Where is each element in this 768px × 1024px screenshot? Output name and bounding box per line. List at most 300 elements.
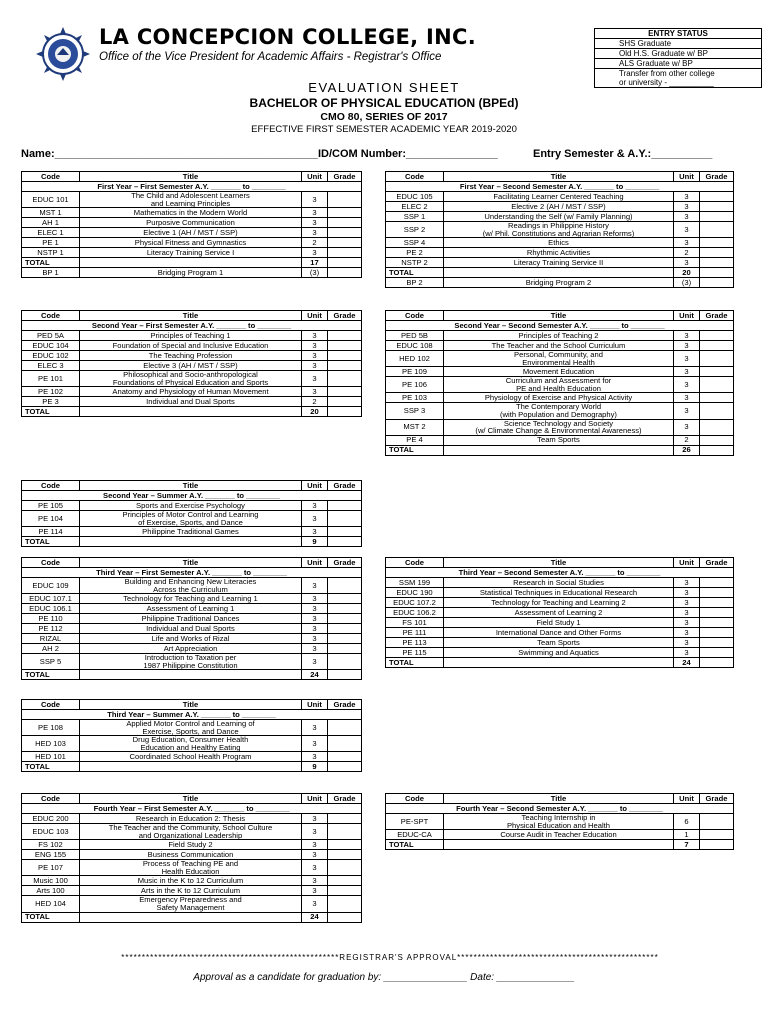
grade-cell[interactable] bbox=[700, 419, 734, 435]
grade-cell[interactable] bbox=[328, 860, 362, 876]
semester-heading-row bbox=[386, 804, 734, 814]
course-code: MST 2 bbox=[386, 419, 444, 435]
grade-cell[interactable] bbox=[328, 537, 362, 547]
grade-cell[interactable] bbox=[700, 578, 734, 588]
course-title: Process of Teaching PE and Health Education bbox=[80, 860, 302, 876]
course-units: (3) bbox=[302, 268, 328, 278]
entry-semester-field[interactable]: Entry Semester & A.Y.:__________ bbox=[533, 148, 713, 160]
course-row bbox=[22, 501, 362, 511]
course-units: 3 bbox=[674, 648, 700, 658]
course-units: 3 bbox=[302, 736, 328, 752]
course-title: Course Audit in Teacher Education bbox=[444, 830, 674, 840]
course-row bbox=[386, 638, 734, 648]
grade-cell[interactable] bbox=[328, 824, 362, 840]
column-header-code: Code bbox=[386, 558, 444, 568]
grade-cell[interactable] bbox=[328, 720, 362, 736]
course-row bbox=[22, 736, 362, 752]
course-units: 3 bbox=[302, 331, 328, 341]
course-units: 3 bbox=[674, 598, 700, 608]
grade-cell[interactable] bbox=[328, 594, 362, 604]
grade-cell[interactable] bbox=[700, 403, 734, 419]
course-row bbox=[386, 331, 734, 341]
course-units: 3 bbox=[302, 351, 328, 361]
total-row bbox=[386, 658, 734, 668]
course-units: 7 bbox=[674, 840, 700, 850]
course-row bbox=[22, 397, 362, 407]
column-header-title: Title bbox=[80, 794, 302, 804]
grade-cell[interactable] bbox=[700, 258, 734, 268]
column-header-unit: Unit bbox=[302, 700, 328, 710]
entry-option[interactable]: ALS Graduate w/ BP bbox=[595, 59, 761, 69]
course-code: HED 104 bbox=[22, 896, 80, 912]
column-header-unit: Unit bbox=[674, 794, 700, 804]
column-header-row bbox=[386, 558, 734, 568]
semester-table bbox=[21, 699, 362, 772]
course-row bbox=[22, 850, 362, 860]
course-title: Technology for Teaching and Learning 1 bbox=[80, 594, 302, 604]
course-title: Curriculum and Assessment for PE and Health Education bbox=[444, 377, 674, 393]
course-units: 3 bbox=[302, 594, 328, 604]
grade-cell[interactable] bbox=[328, 578, 362, 594]
column-header-unit: Unit bbox=[674, 558, 700, 568]
course-row bbox=[386, 341, 734, 351]
course-code: EDUC 107.2 bbox=[386, 598, 444, 608]
grade-cell[interactable] bbox=[328, 762, 362, 772]
course-title: Bridging Program 2 bbox=[444, 278, 674, 288]
course-title bbox=[444, 840, 674, 850]
course-units: 3 bbox=[302, 860, 328, 876]
course-code: PE-SPT bbox=[386, 814, 444, 830]
grade-cell[interactable] bbox=[700, 618, 734, 628]
grade-cell[interactable] bbox=[700, 367, 734, 377]
grade-cell[interactable] bbox=[700, 341, 734, 351]
column-header-row bbox=[22, 794, 362, 804]
course-units: 3 bbox=[302, 654, 328, 670]
total-row bbox=[386, 445, 734, 455]
semester-table bbox=[21, 171, 362, 278]
course-units: 3 bbox=[302, 850, 328, 860]
grade-cell[interactable] bbox=[328, 654, 362, 670]
grade-cell[interactable] bbox=[328, 501, 362, 511]
course-code: TOTAL bbox=[22, 670, 80, 680]
course-row bbox=[386, 351, 734, 367]
course-code: PE 106 bbox=[386, 377, 444, 393]
total-row bbox=[22, 912, 362, 922]
course-title: Individual and Dual Sports bbox=[80, 624, 302, 634]
course-title: Literacy Training Service I bbox=[80, 248, 302, 258]
column-header-row bbox=[386, 794, 734, 804]
course-title: Physiology of Exercise and Physical Activity bbox=[444, 393, 674, 403]
column-header-title: Title bbox=[80, 172, 302, 182]
course-row bbox=[22, 341, 362, 351]
course-units: 3 bbox=[302, 578, 328, 594]
course-units: 3 bbox=[302, 218, 328, 228]
course-code: TOTAL bbox=[386, 840, 444, 850]
course-row bbox=[22, 248, 362, 258]
course-code: NSTP 1 bbox=[22, 248, 80, 258]
course-row bbox=[22, 387, 362, 397]
course-code: ENG 155 bbox=[22, 850, 80, 860]
grade-cell[interactable] bbox=[328, 218, 362, 228]
course-code: PE 115 bbox=[386, 648, 444, 658]
total-row bbox=[386, 840, 734, 850]
course-title: Coordinated School Health Program bbox=[80, 752, 302, 762]
course-units: 3 bbox=[302, 371, 328, 387]
grade-cell[interactable] bbox=[328, 876, 362, 886]
course-units: 2 bbox=[302, 397, 328, 407]
column-header-code: Code bbox=[22, 311, 80, 321]
course-code: PE 112 bbox=[22, 624, 80, 634]
column-header-row bbox=[386, 311, 734, 321]
graduation-approval-line[interactable]: Approval as a candidate for graduation by: _______________ Date: ______________ bbox=[193, 972, 575, 983]
course-units: 3 bbox=[302, 192, 328, 208]
semester-table bbox=[385, 171, 734, 288]
course-code: TOTAL bbox=[22, 258, 80, 268]
column-header-grade: Grade bbox=[328, 481, 362, 491]
grade-cell[interactable] bbox=[700, 278, 734, 288]
grade-cell[interactable] bbox=[700, 840, 734, 850]
course-title: The Teaching Profession bbox=[80, 351, 302, 361]
entry-option[interactable]: Transfer from other college bbox=[619, 69, 715, 78]
course-code: EDUC 106.1 bbox=[22, 604, 80, 614]
course-units: 24 bbox=[674, 658, 700, 668]
course-title: Art Appreciation bbox=[80, 644, 302, 654]
entry-status-title: ENTRY STATUS bbox=[595, 29, 761, 39]
course-code: SSP 5 bbox=[22, 654, 80, 670]
semester-heading: Second Year – First Semester A.Y. _______ to ________ bbox=[22, 321, 362, 331]
course-units: 24 bbox=[302, 912, 328, 922]
grade-cell[interactable] bbox=[700, 445, 734, 455]
grade-cell[interactable] bbox=[328, 624, 362, 634]
course-units: 3 bbox=[674, 222, 700, 238]
grade-cell[interactable] bbox=[328, 208, 362, 218]
column-header-row bbox=[22, 311, 362, 321]
course-code: PE 114 bbox=[22, 527, 80, 537]
course-code: PE 108 bbox=[22, 720, 80, 736]
entry-option[interactable]: SHS Graduate bbox=[595, 39, 761, 49]
course-row bbox=[386, 377, 734, 393]
effectivity-line: EFFECTIVE FIRST SEMESTER ACADEMIC YEAR 2019-2020 bbox=[251, 124, 517, 135]
total-row bbox=[22, 670, 362, 680]
id-field[interactable]: ID/COM Number:_______________ bbox=[318, 148, 498, 160]
grade-cell[interactable] bbox=[328, 397, 362, 407]
grade-cell[interactable] bbox=[700, 238, 734, 248]
course-row bbox=[386, 238, 734, 248]
grade-cell[interactable] bbox=[328, 896, 362, 912]
course-title: Principles of Motor Control and Learning of Exercise, Sports, and Dance bbox=[80, 511, 302, 527]
course-units: 3 bbox=[302, 634, 328, 644]
semester-heading: Third Year – Summer A.Y. _______ to ________ bbox=[22, 710, 362, 720]
course-title bbox=[444, 445, 674, 455]
column-header-code: Code bbox=[386, 794, 444, 804]
course-title: Physical Fitness and Gymnastics bbox=[80, 238, 302, 248]
course-title: Introduction to Taxation per 1987 Philippine Constitution bbox=[80, 654, 302, 670]
course-units: 3 bbox=[302, 248, 328, 258]
grade-cell[interactable] bbox=[700, 393, 734, 403]
course-units: 3 bbox=[302, 644, 328, 654]
course-units: 6 bbox=[674, 814, 700, 830]
total-row bbox=[22, 407, 362, 417]
grade-cell[interactable] bbox=[328, 387, 362, 397]
grade-cell[interactable] bbox=[328, 527, 362, 537]
course-row bbox=[386, 830, 734, 840]
course-title: Philippine Traditional Games bbox=[80, 527, 302, 537]
course-row bbox=[22, 752, 362, 762]
column-header-grade: Grade bbox=[328, 700, 362, 710]
course-units: 3 bbox=[674, 331, 700, 341]
course-row bbox=[22, 896, 362, 912]
course-row bbox=[386, 367, 734, 377]
course-title: Elective 1 (AH / MST / SSP) bbox=[80, 228, 302, 238]
course-row bbox=[22, 361, 362, 371]
course-code: HED 101 bbox=[22, 752, 80, 762]
grade-cell[interactable] bbox=[328, 752, 362, 762]
column-header-grade: Grade bbox=[328, 558, 362, 568]
course-title: Assessment of Learning 1 bbox=[80, 604, 302, 614]
semester-heading: First Year – Second Semester A.Y. _______ to ________ bbox=[386, 182, 734, 192]
column-header-title: Title bbox=[444, 172, 674, 182]
course-code: HED 103 bbox=[22, 736, 80, 752]
course-units: 3 bbox=[302, 896, 328, 912]
course-title: Research in Education 2: Thesis bbox=[80, 814, 302, 824]
semester-heading-row bbox=[22, 568, 362, 578]
grade-cell[interactable] bbox=[328, 238, 362, 248]
grade-cell[interactable] bbox=[700, 648, 734, 658]
course-units: 3 bbox=[302, 604, 328, 614]
course-units: 24 bbox=[302, 670, 328, 680]
grade-cell[interactable] bbox=[700, 658, 734, 668]
grade-cell[interactable] bbox=[328, 351, 362, 361]
course-units: 3 bbox=[674, 419, 700, 435]
course-code: PE 113 bbox=[386, 638, 444, 648]
column-header-code: Code bbox=[22, 794, 80, 804]
column-header-unit: Unit bbox=[302, 311, 328, 321]
column-header-grade: Grade bbox=[328, 311, 362, 321]
grade-cell[interactable] bbox=[328, 258, 362, 268]
course-row bbox=[22, 624, 362, 634]
grade-cell[interactable] bbox=[328, 228, 362, 238]
grade-cell[interactable] bbox=[328, 248, 362, 258]
course-units: 20 bbox=[674, 268, 700, 278]
grade-cell[interactable] bbox=[700, 222, 734, 238]
document-title: EVALUATION SHEET bbox=[308, 80, 460, 95]
grade-cell[interactable] bbox=[700, 628, 734, 638]
grade-cell[interactable] bbox=[328, 634, 362, 644]
entry-option[interactable]: or university - __________ bbox=[619, 78, 714, 87]
course-code: PE 111 bbox=[386, 628, 444, 638]
course-title: Understanding the Self (w/ Family Planning) bbox=[444, 212, 674, 222]
grade-cell[interactable] bbox=[328, 912, 362, 922]
course-units: 9 bbox=[302, 762, 328, 772]
grade-cell[interactable] bbox=[700, 248, 734, 258]
column-header-row bbox=[386, 172, 734, 182]
registrar-approval-divider: *****************************************************REGISTRAR'S APPROVAL************************************************* bbox=[121, 953, 659, 962]
course-row bbox=[386, 598, 734, 608]
grade-cell[interactable] bbox=[700, 192, 734, 202]
grade-cell[interactable] bbox=[328, 604, 362, 614]
course-row bbox=[386, 393, 734, 403]
course-row bbox=[22, 824, 362, 840]
grade-cell[interactable] bbox=[700, 588, 734, 598]
semester-heading: Third Year – First Semester A.Y. _______ to ________ bbox=[22, 568, 362, 578]
college-name: LA CONCEPCION COLLEGE, INC. bbox=[99, 25, 477, 49]
course-row bbox=[22, 614, 362, 624]
semester-table bbox=[21, 480, 362, 547]
semester-table bbox=[21, 793, 362, 923]
course-units: 3 bbox=[302, 624, 328, 634]
course-title: Individual and Dual Sports bbox=[80, 397, 302, 407]
course-title: International Dance and Other Forms bbox=[444, 628, 674, 638]
course-title: Building and Enhancing New Literacies Across the Curriculum bbox=[80, 578, 302, 594]
course-title: Ethics bbox=[444, 238, 674, 248]
course-code: SSP 1 bbox=[386, 212, 444, 222]
column-header-title: Title bbox=[80, 311, 302, 321]
course-units: 3 bbox=[674, 403, 700, 419]
column-header-code: Code bbox=[386, 172, 444, 182]
grade-cell[interactable] bbox=[328, 361, 362, 371]
cmo-title: CMO 80, SERIES OF 2017 bbox=[320, 111, 448, 123]
grade-cell[interactable] bbox=[328, 511, 362, 527]
course-units: 3 bbox=[302, 501, 328, 511]
course-title: The Teacher and the School Curriculum bbox=[444, 341, 674, 351]
course-units: 3 bbox=[302, 814, 328, 824]
grade-cell[interactable] bbox=[700, 331, 734, 341]
semester-heading-row bbox=[22, 491, 362, 501]
course-code: Music 100 bbox=[22, 876, 80, 886]
grade-cell[interactable] bbox=[700, 830, 734, 840]
grade-cell[interactable] bbox=[700, 814, 734, 830]
course-code: FS 101 bbox=[386, 618, 444, 628]
course-code: EDUC 103 bbox=[22, 824, 80, 840]
course-units: 3 bbox=[302, 527, 328, 537]
course-code: TOTAL bbox=[386, 268, 444, 278]
column-header-grade: Grade bbox=[328, 794, 362, 804]
grade-cell[interactable] bbox=[328, 341, 362, 351]
course-title: Assessment of Learning 2 bbox=[444, 608, 674, 618]
course-title: The Contemporary World (with Population and Demography) bbox=[444, 403, 674, 419]
course-row bbox=[22, 238, 362, 248]
grade-cell[interactable] bbox=[700, 212, 734, 222]
column-header-title: Title bbox=[80, 481, 302, 491]
grade-cell[interactable] bbox=[328, 614, 362, 624]
column-header-unit: Unit bbox=[302, 558, 328, 568]
course-units: 3 bbox=[674, 608, 700, 618]
grade-cell[interactable] bbox=[700, 638, 734, 648]
course-title bbox=[80, 912, 302, 922]
grade-cell[interactable] bbox=[328, 840, 362, 850]
column-header-grade: Grade bbox=[328, 172, 362, 182]
course-title: The Teacher and the Community, School Culture and Organizational Leadership bbox=[80, 824, 302, 840]
course-units: 3 bbox=[302, 876, 328, 886]
course-title: Readings in Philippine History (w/ Phil. Constitutions and Agrarian Reforms) bbox=[444, 222, 674, 238]
course-row bbox=[386, 248, 734, 258]
course-title: Philosophical and Socio-anthropological Foundations of Physical Education and Sports bbox=[80, 371, 302, 387]
course-code: PE 101 bbox=[22, 371, 80, 387]
course-code: EDUC 109 bbox=[22, 578, 80, 594]
course-row bbox=[386, 278, 734, 288]
course-row bbox=[22, 331, 362, 341]
grade-cell[interactable] bbox=[328, 736, 362, 752]
grade-cell[interactable] bbox=[328, 644, 362, 654]
column-header-grade: Grade bbox=[700, 172, 734, 182]
course-title: Field Study 2 bbox=[80, 840, 302, 850]
college-seal-logo bbox=[33, 24, 93, 84]
course-units: 3 bbox=[674, 351, 700, 367]
course-code: TOTAL bbox=[22, 537, 80, 547]
course-row bbox=[386, 222, 734, 238]
grade-cell[interactable] bbox=[328, 850, 362, 860]
semester-table bbox=[21, 557, 362, 680]
grade-cell[interactable] bbox=[700, 351, 734, 367]
course-title: Elective 3 (AH / MST / SSP) bbox=[80, 361, 302, 371]
course-row bbox=[22, 644, 362, 654]
course-title: Research in Social Studies bbox=[444, 578, 674, 588]
semester-heading-row bbox=[22, 321, 362, 331]
course-title: Foundation of Special and Inclusive Education bbox=[80, 341, 302, 351]
grade-cell[interactable] bbox=[328, 886, 362, 896]
course-row bbox=[22, 720, 362, 736]
grade-cell[interactable] bbox=[700, 608, 734, 618]
column-header-row bbox=[22, 481, 362, 491]
semester-heading-row bbox=[22, 182, 362, 192]
course-units: 3 bbox=[302, 752, 328, 762]
semester-table bbox=[385, 310, 734, 456]
course-code: NSTP 2 bbox=[386, 258, 444, 268]
semester-heading-row bbox=[386, 321, 734, 331]
course-row bbox=[386, 628, 734, 638]
course-row bbox=[386, 578, 734, 588]
course-title: Anatomy and Physiology of Human Movement bbox=[80, 387, 302, 397]
course-units: 3 bbox=[302, 720, 328, 736]
course-code: SSP 4 bbox=[386, 238, 444, 248]
course-units: 17 bbox=[302, 258, 328, 268]
grade-cell[interactable] bbox=[700, 377, 734, 393]
grade-cell[interactable] bbox=[328, 407, 362, 417]
course-units: 20 bbox=[302, 407, 328, 417]
course-code: SSP 3 bbox=[386, 403, 444, 419]
course-code: EDUC 106.2 bbox=[386, 608, 444, 618]
column-header-grade: Grade bbox=[700, 794, 734, 804]
course-title: Facilitating Learner Centered Teaching bbox=[444, 192, 674, 202]
grade-cell[interactable] bbox=[328, 814, 362, 824]
course-code: EDUC 190 bbox=[386, 588, 444, 598]
grade-cell[interactable] bbox=[700, 202, 734, 212]
grade-cell[interactable] bbox=[328, 331, 362, 341]
grade-cell[interactable] bbox=[328, 192, 362, 208]
course-code: TOTAL bbox=[386, 658, 444, 668]
grade-cell[interactable] bbox=[700, 268, 734, 278]
grade-cell[interactable] bbox=[700, 598, 734, 608]
grade-cell[interactable] bbox=[328, 371, 362, 387]
grade-cell[interactable] bbox=[328, 268, 362, 278]
course-units: 26 bbox=[674, 445, 700, 455]
course-row bbox=[22, 192, 362, 208]
course-title: Literacy Training Service II bbox=[444, 258, 674, 268]
name-field[interactable]: Name:___________________________________________ bbox=[21, 148, 318, 160]
grade-cell[interactable] bbox=[328, 670, 362, 680]
course-units: 1 bbox=[674, 830, 700, 840]
entry-option[interactable]: Old H.S. Graduate w/ BP bbox=[595, 49, 761, 59]
course-code: SSP 2 bbox=[386, 222, 444, 238]
course-units: 3 bbox=[674, 393, 700, 403]
course-row bbox=[22, 527, 362, 537]
course-units: 3 bbox=[302, 824, 328, 840]
column-header-unit: Unit bbox=[674, 172, 700, 182]
course-units: 3 bbox=[674, 377, 700, 393]
grade-cell[interactable] bbox=[700, 435, 734, 445]
course-title: Emergency Preparedness and Safety Management bbox=[80, 896, 302, 912]
column-header-row bbox=[22, 700, 362, 710]
